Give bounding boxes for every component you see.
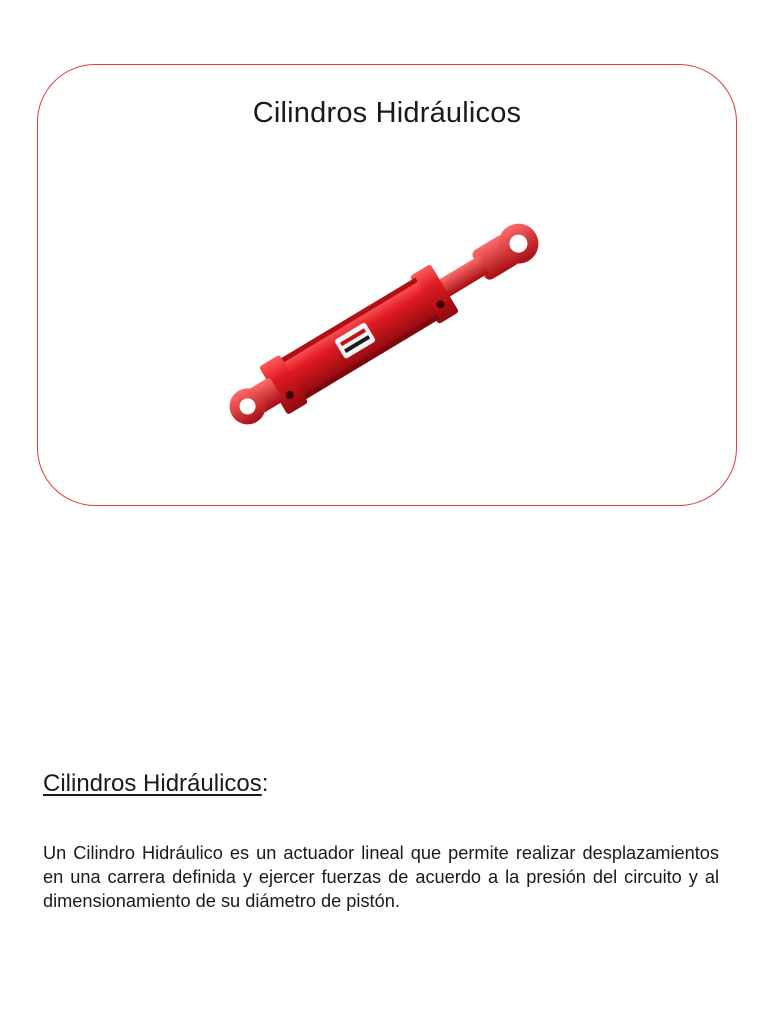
hydraulic-cylinder-image	[203, 205, 563, 445]
section-heading-text: Cilindros Hidráulicos	[43, 770, 262, 797]
section-heading-colon: :	[261, 770, 269, 797]
slide-frame	[37, 64, 737, 506]
slide-title: Cilindros Hidráulicos	[252, 97, 522, 129]
body-paragraph: Un Cilindro Hidráulico es un actuador lineal que permite realizar desplazamientos en una carrera definida y ejercer fuerzas de acuerdo a la presión del circuito y al dimensionamiento de su diámetro de pistón.	[43, 843, 719, 911]
section-heading	[43, 770, 268, 798]
